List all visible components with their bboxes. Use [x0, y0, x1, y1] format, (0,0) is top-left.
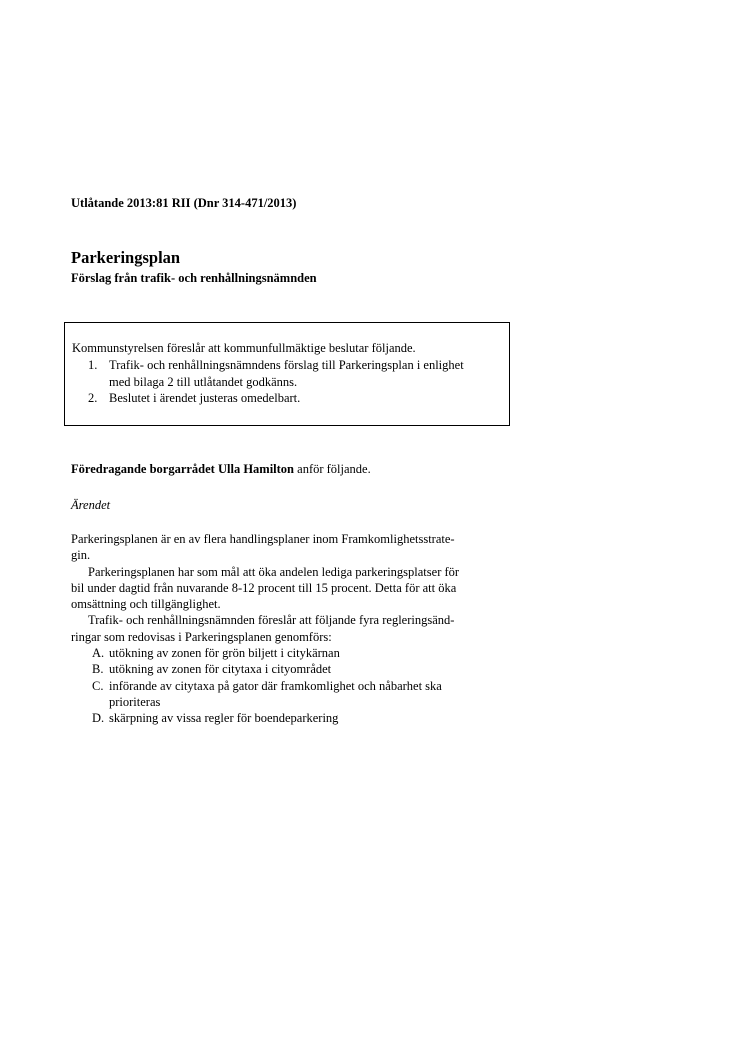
measure-item-marker: D.: [92, 711, 105, 726]
section-heading: Ärendet: [71, 498, 111, 512]
measure-item-line: utökning av zonen för grön biljett i citykärnan: [109, 646, 340, 661]
proposal-intro: Kommunstyrelsen föreslår att kommunfullmäktige beslutar följande.: [72, 341, 416, 355]
proposal-item-marker: 2.: [88, 391, 98, 405]
proposal-list: [72, 357, 504, 407]
paragraph-line: gin.: [71, 548, 91, 563]
proposal-item-line: med bilaga 2 till utlåtandet godkänns.: [109, 374, 298, 389]
proposal-item-line: Beslutet i ärendet justeras omedelbart.: [109, 391, 301, 405]
paragraph-line: bil under dagtid från nuvarande 8-12 procent till 15 procent. Detta för att öka: [71, 580, 457, 595]
paragraph-line: Trafik- och renhållningsnämnden föreslår att följande fyra regleringsänd-: [88, 613, 455, 628]
measure-item: [71, 678, 511, 711]
paragraph-line: omsättning och tillgänglighet.: [71, 597, 221, 612]
speaker-line: [71, 462, 371, 477]
proposal-box: [64, 322, 510, 426]
measure-item-line: utökning av zonen för citytaxa i cityområdet: [109, 662, 332, 677]
proposal-item-line: Trafik- och renhållningsnämndens förslag till Parkeringsplan i enlighet: [109, 358, 464, 372]
measure-item-marker: B.: [92, 662, 104, 677]
measures-list: [71, 645, 511, 726]
paragraph-line: Parkeringsplanen har som mål att öka andelen lediga parkeringsplatser för: [88, 564, 460, 579]
section-body: [71, 531, 511, 727]
speaker-suffix: anför följande.: [294, 462, 371, 476]
measure-item-line: prioriteras: [109, 694, 161, 709]
paragraph-line: ringar som redovisas i Parkeringsplanen genomförs:: [71, 629, 332, 644]
paragraph-line: Parkeringsplanen är en av flera handlingsplaner inom Framkomlighetsstrate-: [71, 532, 455, 546]
measure-item-marker: A.: [92, 646, 105, 661]
proposal-item-marker: 1.: [88, 358, 98, 372]
measure-item-line: införande av citytaxa på gator där framkomlighet och nåbarhet ska: [109, 678, 442, 693]
document-reference: Utlåtande 2013:81 RII (Dnr 314-471/2013): [71, 196, 297, 210]
measure-item: [71, 710, 511, 726]
measure-item: [71, 645, 511, 661]
document-subtitle: Förslag från trafik- och renhållningsnämnden: [71, 271, 317, 285]
document-title: Parkeringsplan: [71, 248, 181, 267]
proposal-item: [72, 357, 504, 390]
proposal-item: [72, 390, 504, 407]
measure-item-line: skärpning av vissa regler för boendeparkering: [109, 711, 339, 726]
measure-item: [71, 661, 511, 677]
speaker-name: Föredragande borgarrådet Ulla Hamilton: [71, 462, 295, 476]
measure-item-marker: C.: [92, 678, 104, 693]
